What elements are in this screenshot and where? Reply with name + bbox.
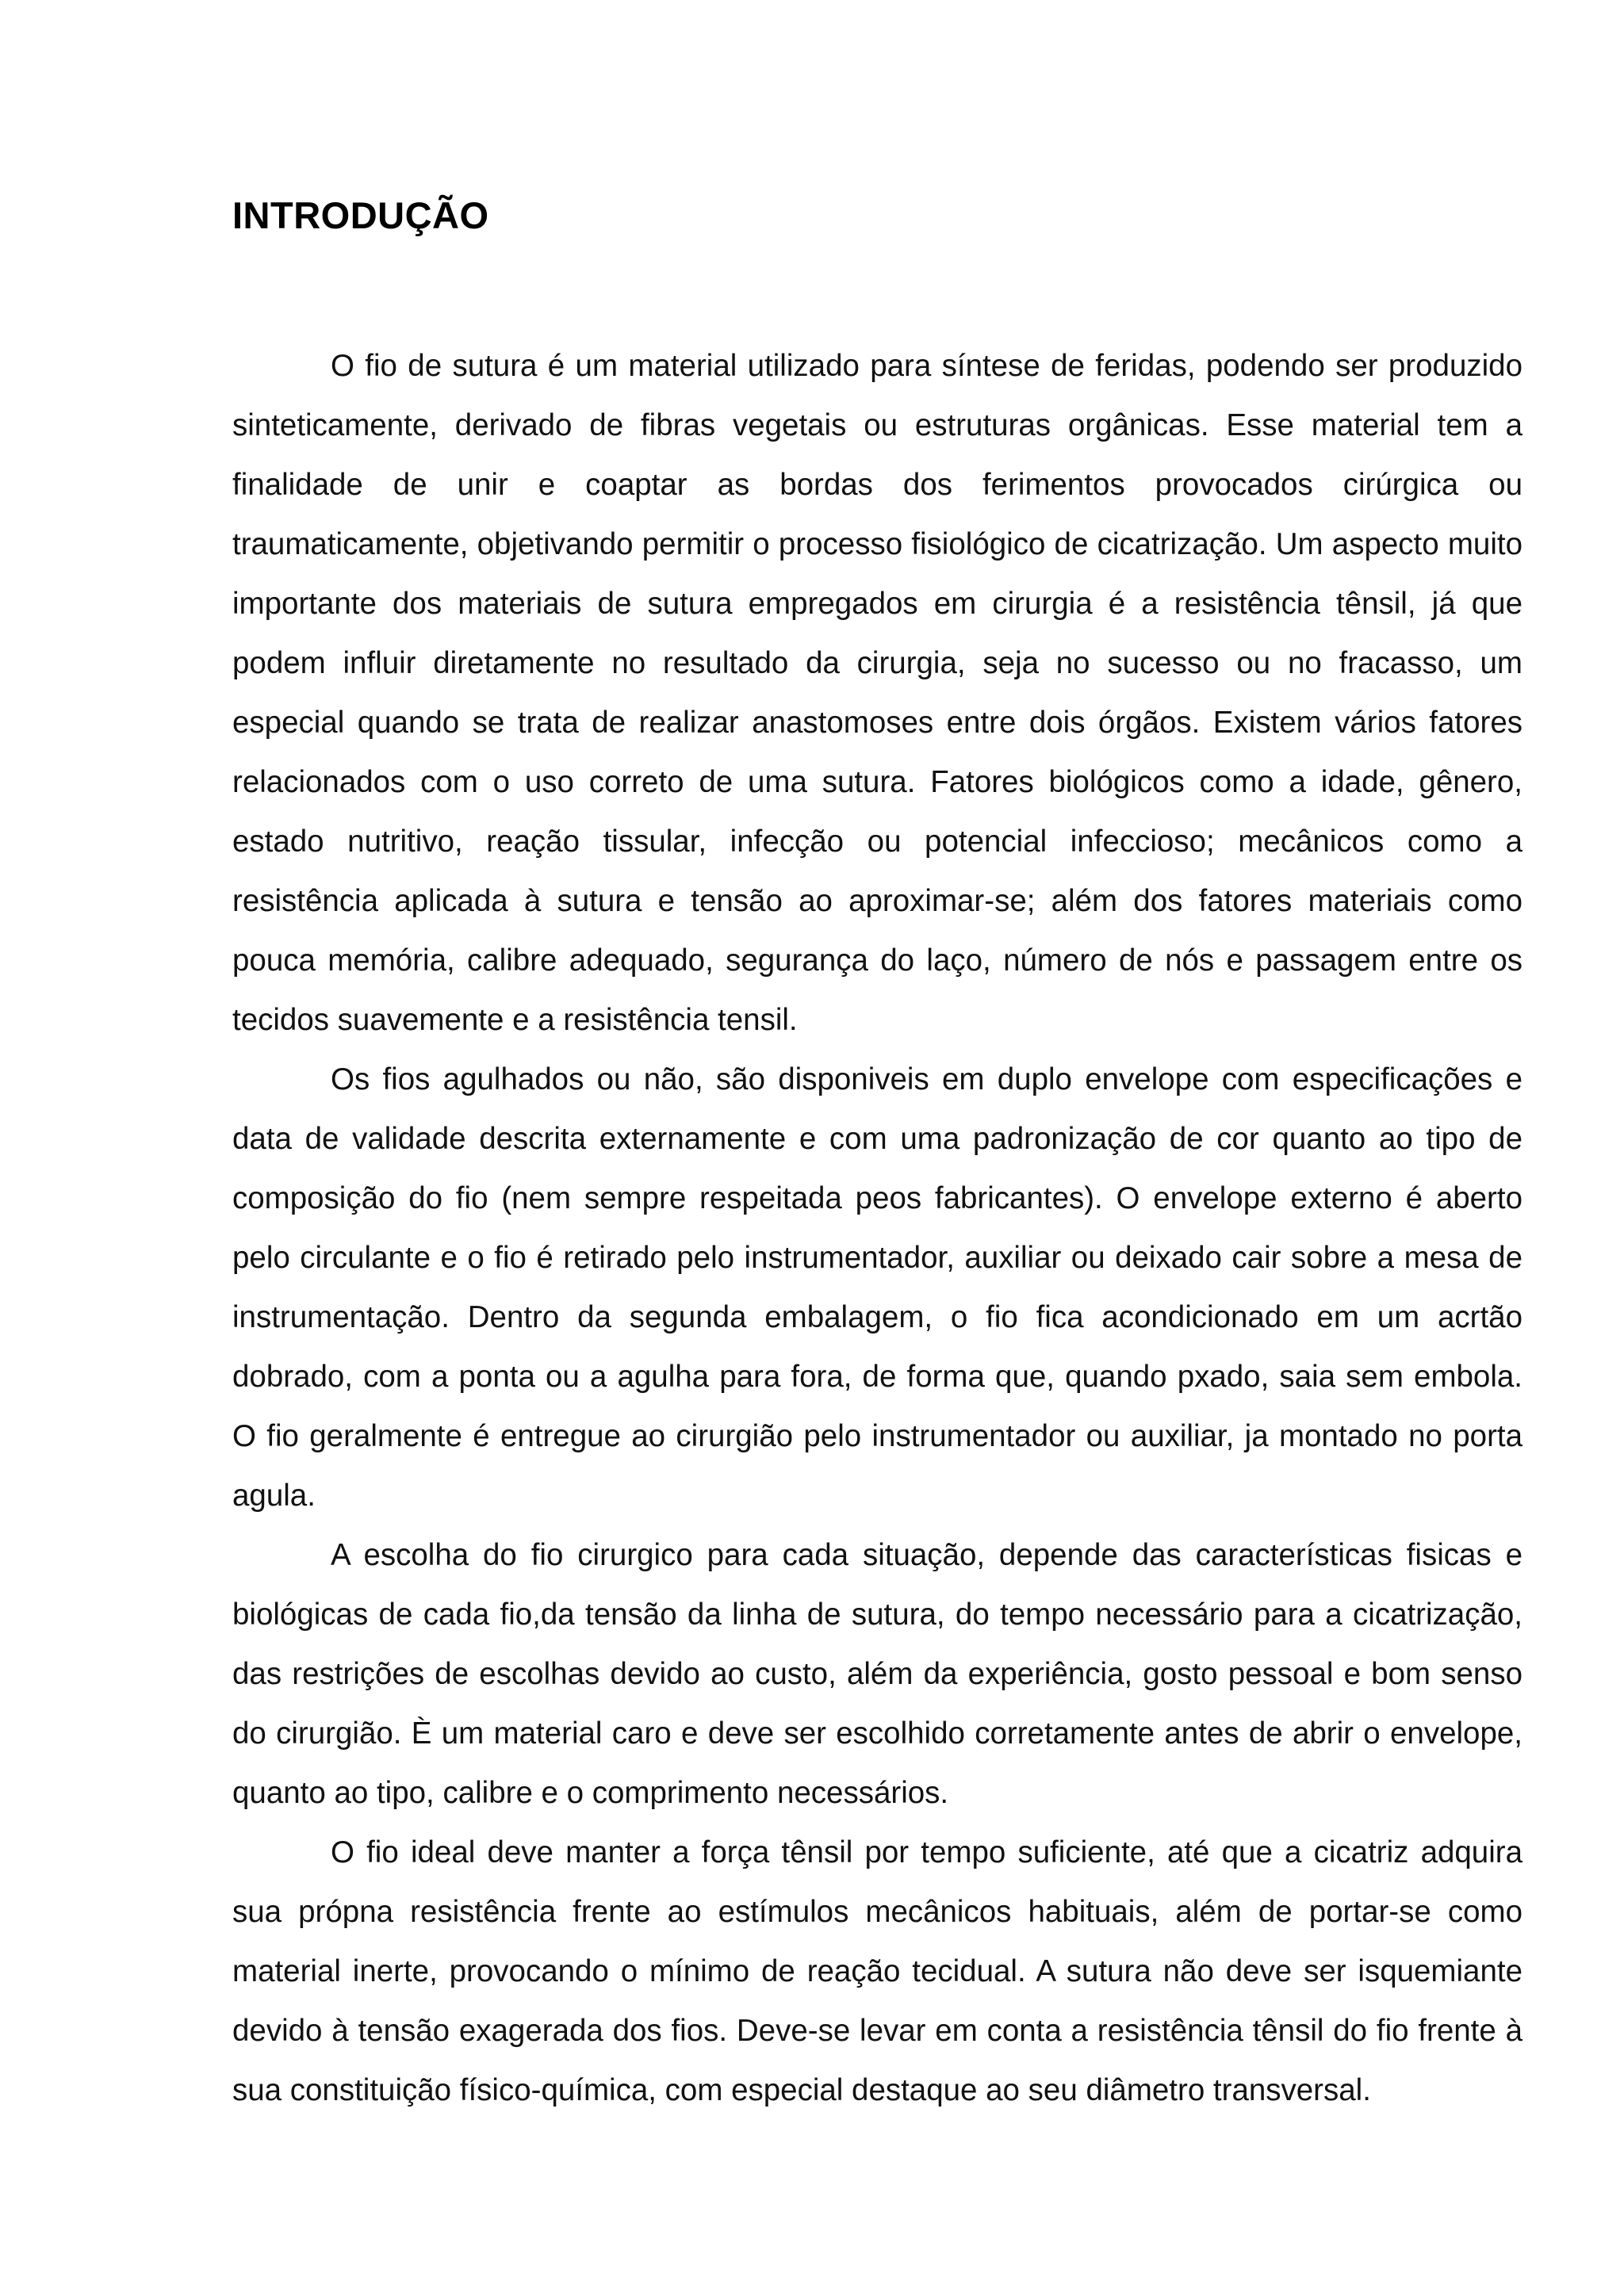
paragraph-3: A escolha do fio cirurgico para cada situação, depende das características fisicas e biológicas de cada fio,da tensão da linha de sutura, do tempo necessário para a cicatrização, das restrições de escolhas devido ao custo, além da experiência, gosto pessoal e bom senso do cirurgião. È um material caro e deve ser escolhido corretamente antes de abrir o envelope, quanto ao tipo, calibre e o comprimento necessários. <box>232 1538 1522 1810</box>
body-text <box>232 336 1522 2120</box>
page-title: INTRODUÇÃO <box>232 194 489 236</box>
paragraph-4: O fio ideal deve manter a força tênsil por tempo suficiente, até que a cicatriz adquira sua própna resistência frente ao estímulos mecânicos habituais, além de portar-se como material inerte, provocando o mínimo de reação tecidual. A sutura não deve ser isquemiante devido à tensão exagerada dos fios. Deve-se levar em conta a resistência tênsil do fio frente à sua constituição físico-química, com especial destaque ao seu diâmetro transversal. <box>232 1835 1522 2107</box>
paragraph-1: O fio de sutura é um material utilizado para síntese de feridas, podendo ser produzido sinteticamente, derivado de fibras vegetais ou estruturas orgânicas. Esse material tem a finalidade de unir e coaptar as bordas dos ferimentos provocados cirúrgica ou traumaticamente, objetivando permitir o processo fisiológico de cicatrização. Um aspecto muito importante dos materiais de sutura empregados em cirurgia é a resistência tênsil, já que podem influir diretamente no resultado da cirurgia, seja no sucesso ou no fracasso, um especial quando se trata de realizar anastomoses entre dois órgãos. Existem vários fatores relacionados com o uso correto de uma sutura. Fatores biológicos como a idade, gênero, estado nutritivo, reação tissular, infecção ou potencial infeccioso; mecânicos como a resistência aplicada à sutura e tensão ao aproximar-se; além dos fatores materiais como pouca memória, calibre adequado, segurança do laço, número de nós e passagem entre os tecidos suavemente e a resistência tensil. <box>232 349 1522 1037</box>
paragraph-2: Os fios agulhados ou não, são disponiveis em duplo envelope com especificações e data de validade descrita externamente e com uma padronização de cor quanto ao tipo de composição do fio (nem sempre respeitada peos fabricantes). O envelope externo é aberto pelo circulante e o fio é retirado pelo instrumentador, auxiliar ou deixado cair sobre a mesa de instrumentação. Dentro da segunda embalagem, o fio fica acondicionado em um acrtão dobrado, com a ponta ou a agulha para fora, de forma que, quando pxado, saia sem embola. O fio geralmente é entregue ao cirurgião pelo instrumentador ou auxiliar, ja montado no porta agula. <box>232 1062 1522 1513</box>
